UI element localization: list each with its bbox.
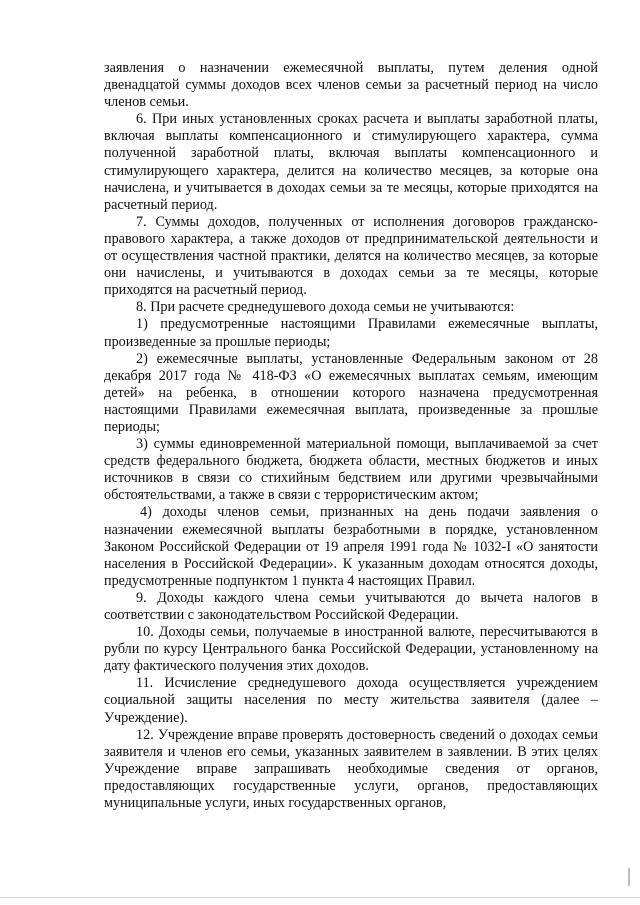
paragraph-continuation: заявления о назначении ежемесячной выплаты, путем деления одной двенадцатой суммы доходов всех членов семьи за расчетный период на число членов семьи.	[104, 60, 598, 111]
scan-artifact	[628, 868, 630, 886]
paragraph-12: 12. Учреждение вправе проверять достоверность сведений о доходах семьи заявителя и членов его семьи, указанных заявителем в заявлении. В этих целях Учреждение вправе запрашивать необходимые сведения от органов, предоставляющих государственные услуги, органов, предоставляющих муниципальные услуги, иных государственных органов,	[104, 726, 598, 812]
paragraph-10: 10. Доходы семьи, получаемые в иностранной валюте, пересчитываются в рубли по курсу Центрального банка Российской Федерации, установленному на дату фактического получения этих доходов.	[104, 624, 598, 675]
paragraph-9: 9. Доходы каждого члена семьи учитываются до вычета налогов в соответствии с законодательством Российской Федерации.	[104, 589, 598, 623]
paragraph-7: 7. Суммы доходов, полученных от исполнения договоров гражданско-правового характера, а также доходов от предпринимательской деятельности и от осуществления частной практики, делятся на количество месяцев, за которые они начислены, и учитываются в доходах семьи за те месяцы, которые приходятся на расчетный период.	[104, 213, 598, 299]
paragraph-6: 6. При иных установленных сроках расчета и выплаты заработной платы, включая выплаты компенсационного и стимулирующего характера, сумма полученной заработной платы, включая выплаты компенсационного и стимулирующего характера, делится на количество месяцев, за которые она начислена, и учитывается в доходах семьи за те месяцы, которые приходятся на расчетный период.	[104, 111, 598, 213]
document-body	[104, 60, 598, 812]
paragraph-8-item-3: 3) суммы единовременной материальной помощи, выплачиваемой за счет средств федерального бюджета, бюджета области, местных бюджетов и иных источников в связи со стихийным бедствием или другими чрезвычайными обстоятельствами, а также в связи с террористическим актом;	[104, 436, 598, 504]
paragraph-8-item-4: 4) доходы членов семьи, признанных на день подачи заявления о назначении ежемесячной выплаты безработными в порядке, установленном Законом Российской Федерации от 19 апреля 1991 года № 1032-I «О занятости населения в Российской Федерации». К указанным доходам относятся доходы, предусмотренные подпунктом 1 пункта 4 настоящих Правил.	[104, 504, 598, 589]
page-bottom-edge	[0, 897, 640, 898]
paragraph-8-item-2: 2) ежемесячные выплаты, установленные Федеральным законом от 28 декабря 2017 года № 418-ФЗ «О ежемесячных выплатах семьям, имеющим детей» на ребенка, в отношении которого назначена предусмотренная настоящими Правилами ежемесячная выплата, произведенные за прошлые периоды;	[104, 350, 598, 435]
paragraph-11: 11. Исчисление среднедушевого дохода осуществляется учреждением социальной защиты населения по месту жительства заявителя (далее – Учреждение).	[104, 675, 598, 726]
paragraph-8-item-1: 1) предусмотренные настоящими Правилами ежемесячные выплаты, произведенные за прошлые периоды;	[104, 316, 598, 350]
paragraph-8: 8. При расчете среднедушевого дохода семьи не учитываются:	[136, 299, 515, 316]
